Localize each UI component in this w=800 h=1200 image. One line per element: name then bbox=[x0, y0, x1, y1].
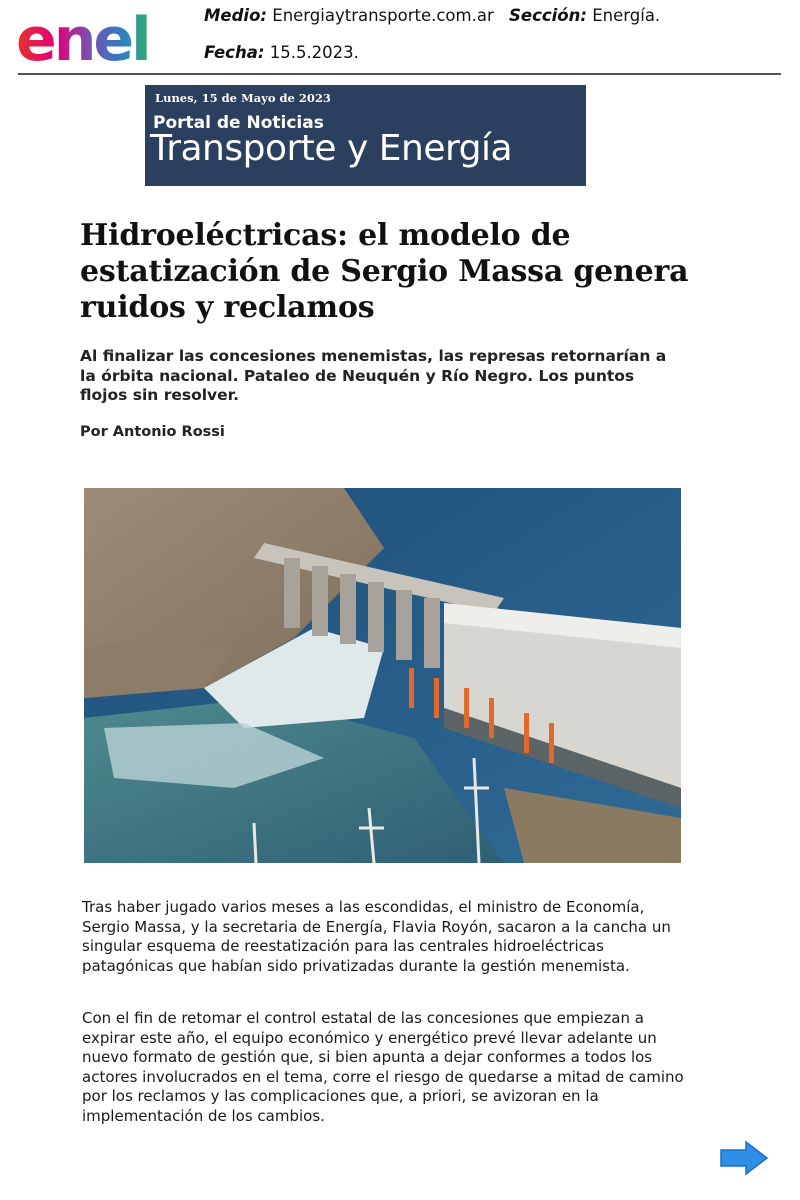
fecha-value: 15.5.2023. bbox=[269, 43, 359, 62]
medio-label: Medio: bbox=[204, 6, 268, 25]
banner-kicker: Portal de Noticias bbox=[153, 113, 324, 133]
logo-wordmark: enel bbox=[16, 6, 149, 68]
article-subhead: Al finalizar las concesiones menemistas, las represas retornarían a la órbita nacional. Pataleo de Neuquén y Río Negro. Los puntos flojos sin resolver. bbox=[80, 347, 667, 404]
article-paragraph: Tras haber jugado varios meses a las escondidas, el ministro de Economía, Sergio Massa, y la secretaria de Energía, Flavia Royón, sacaron a la cancha un singular esquema de reestatización para las centrales hidroeléctricas patagónicas que habían sido privatizadas durante la gestión menemista. bbox=[82, 898, 671, 975]
article-byline: Por Antonio Rossi bbox=[80, 424, 225, 440]
banner-name: Transporte y Energía bbox=[150, 128, 513, 169]
header-divider bbox=[18, 73, 781, 75]
portal-banner bbox=[145, 85, 586, 186]
fecha-label: Fecha: bbox=[204, 43, 265, 62]
seccion-value: Energía. bbox=[592, 6, 661, 25]
banner-date: Lunes, 15 de Mayo de 2023 bbox=[155, 91, 331, 105]
meta-row-fecha bbox=[204, 43, 359, 62]
medio-value: Energiaytransporte.com.ar bbox=[272, 6, 494, 25]
seccion-label: Sección: bbox=[509, 6, 587, 25]
arrow-right-icon[interactable] bbox=[718, 1140, 770, 1176]
enel-logo bbox=[16, 6, 180, 68]
dam-photo bbox=[84, 488, 681, 863]
meta-row-medio bbox=[204, 6, 660, 25]
article-headline: Hidroeléctricas: el modelo de estatización de Sergio Massa genera ruidos y reclamos bbox=[80, 218, 689, 325]
article-paragraph: Con el fin de retomar el control estatal de las concesiones que empiezan a expirar este año, el equipo económico y energético prevé llevar adelante un nuevo formato de gestión que, si bien apunta a dejar conformes a todos los actores involucrados en el tema, corre el riesgo de quedarse a mitad de camino por los reclamos y las complicaciones que, a priori, se avizoran en la implementación de los cambios. bbox=[82, 1009, 684, 1125]
